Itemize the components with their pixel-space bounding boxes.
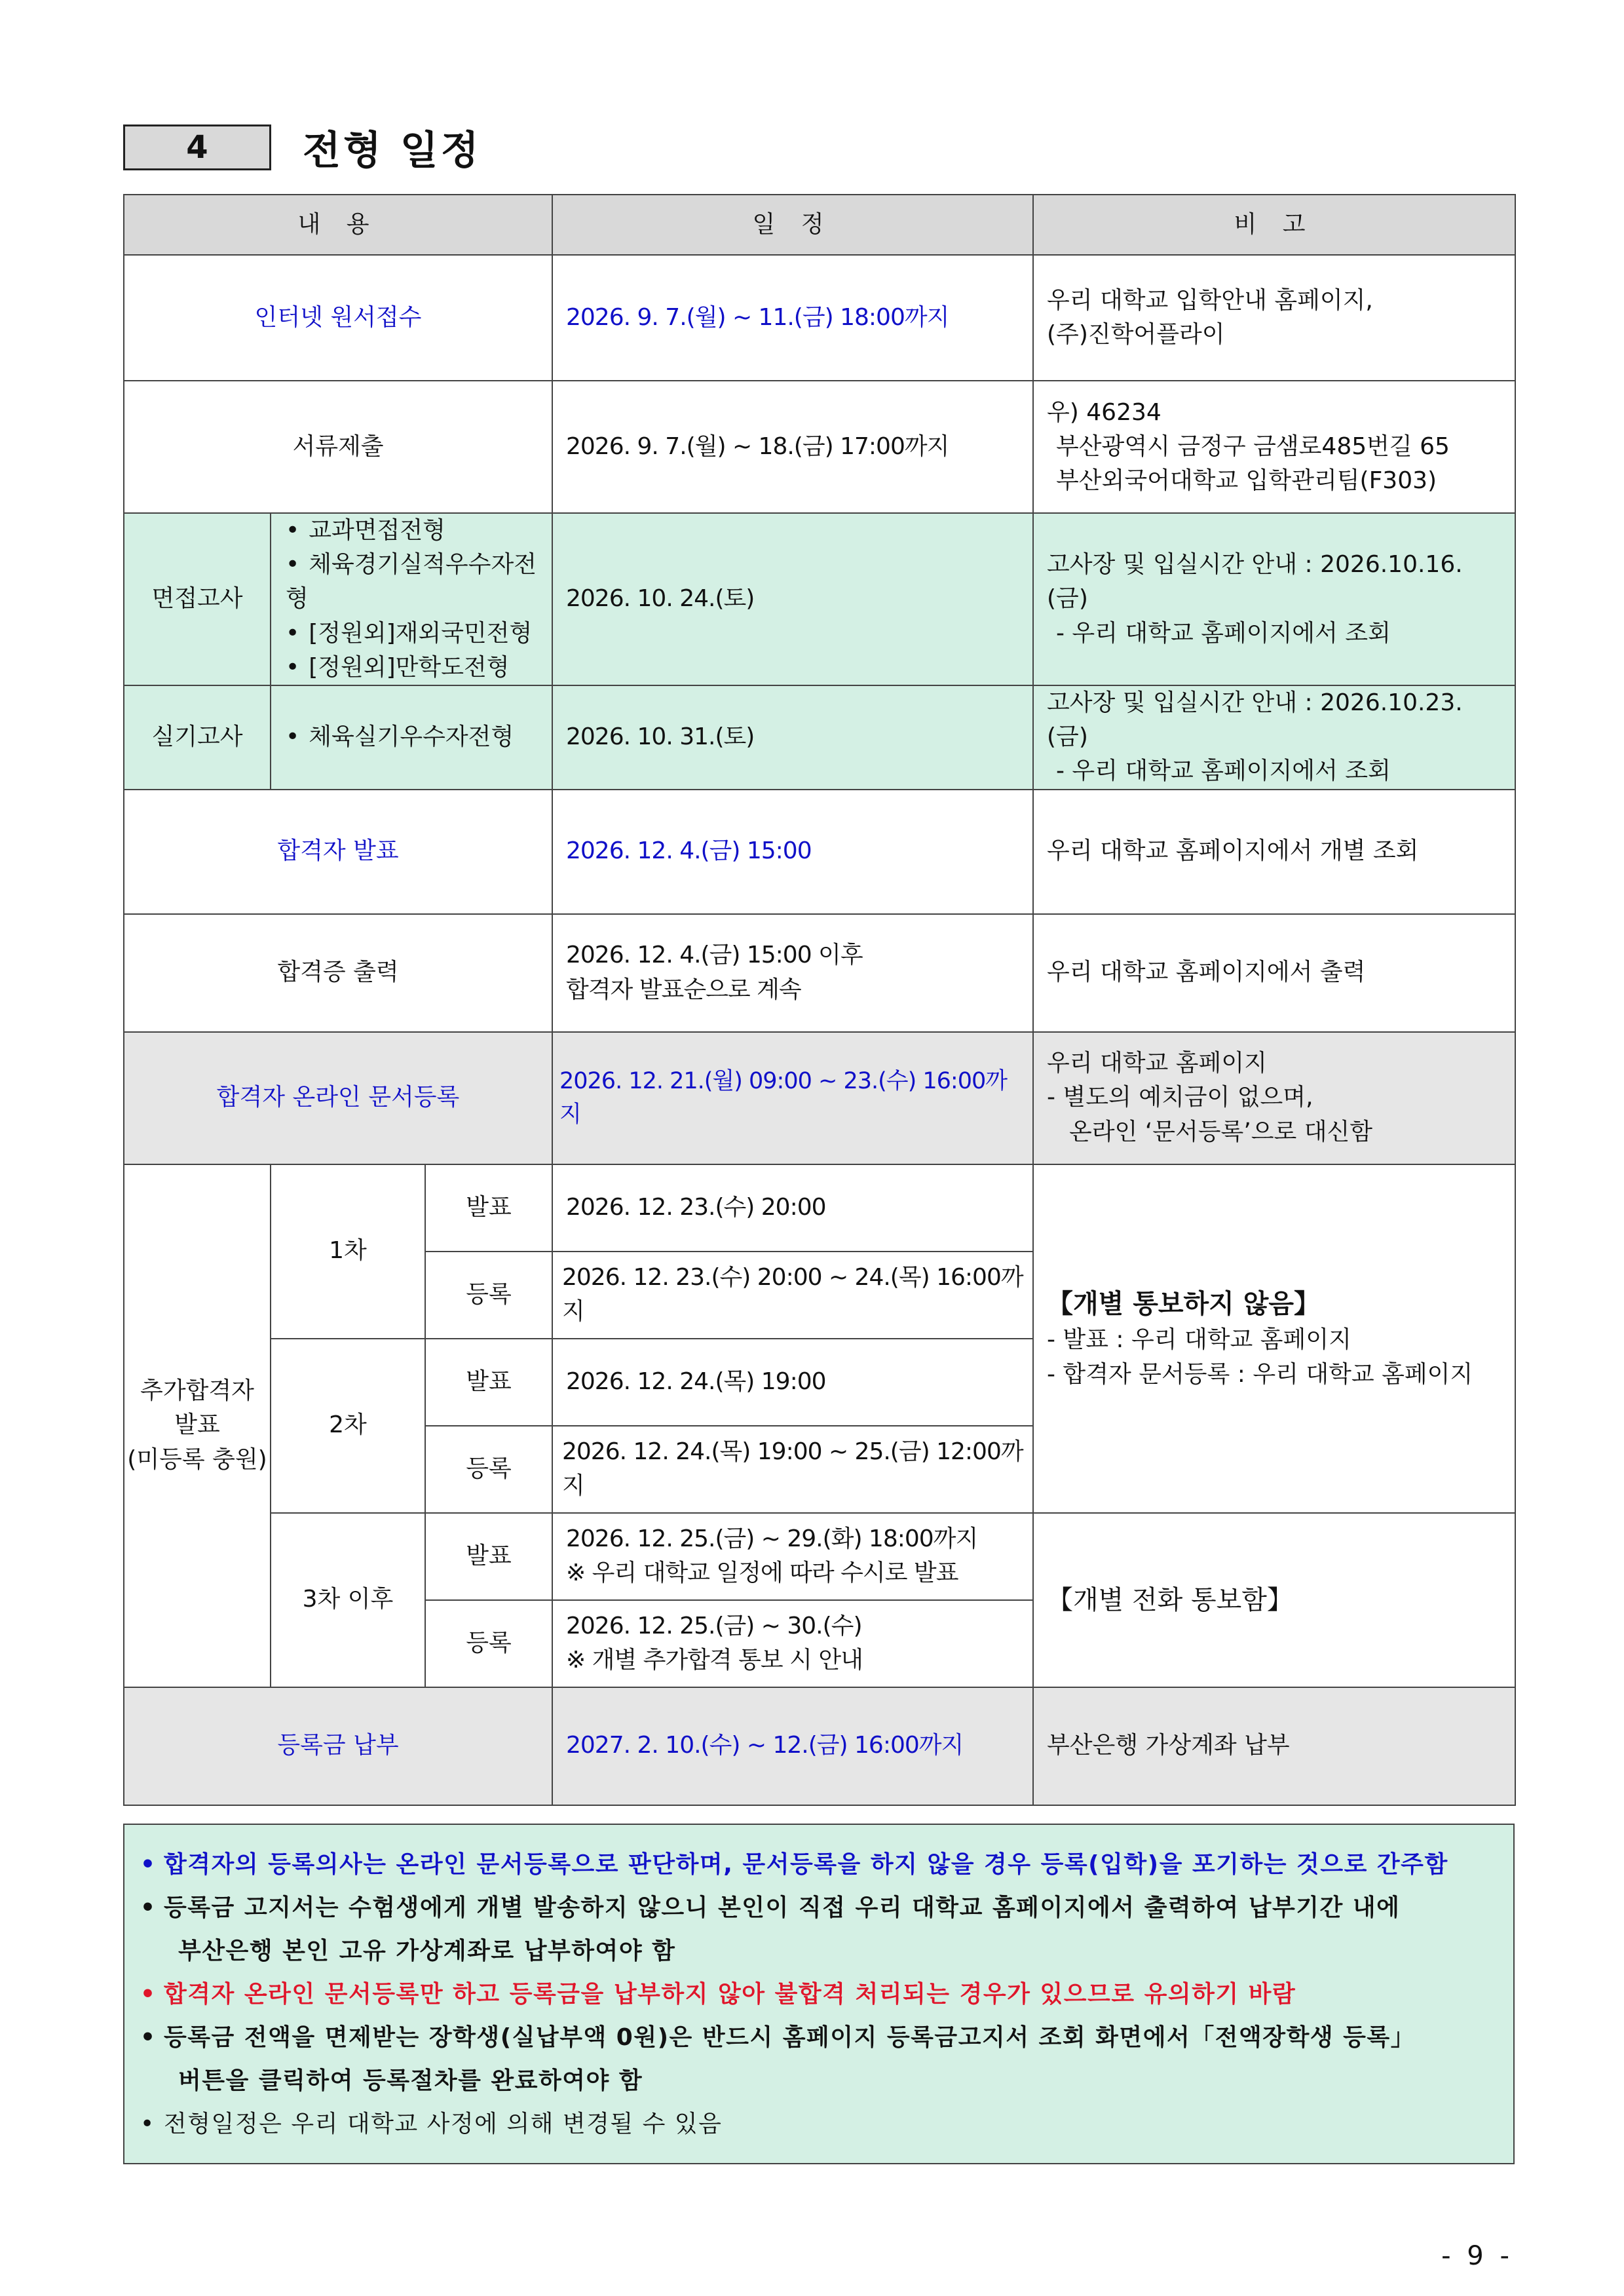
online-reg-label: 합격자 온라인 문서등록 [124, 1032, 552, 1164]
page-number: - 9 - [1441, 2241, 1513, 2271]
round1-announce-date: 2026. 12. 23.(수) 20:00 [552, 1164, 1033, 1252]
round1-register-label: 등록 [425, 1252, 552, 1339]
round3-announce-date [552, 1513, 1033, 1600]
note-3: • 합격자 온라인 문서등록만 하고 등록금을 납부하지 않아 불합격 처리되는 경우가 있으므로 유의하기 바람 [140, 1973, 1498, 2016]
interview-remark-1: 고사장 및 입실시간 안내 : 2026.10.16.(금) [1047, 551, 1463, 613]
documents-remark-1: 우) 46234 [1047, 398, 1161, 426]
announce-remark: 우리 대학교 홈페이지에서 개별 조회 [1033, 790, 1515, 914]
online-reg-remark [1033, 1032, 1515, 1164]
table-row-certificate [124, 914, 1515, 1032]
online-reg-remark-3: 온라인 ‘문서등록’으로 대신함 [1069, 1118, 1373, 1145]
interview-date: 2026. 10. 24.(토) [552, 513, 1033, 685]
certificate-date [552, 914, 1033, 1032]
round3-announce-date-1: 2026. 12. 25.(금) ~ 29.(화) 18:00까지 [566, 1525, 978, 1552]
section-title: 전형 일정 [303, 128, 482, 174]
note-5: • 전형일정은 우리 대학교 사정에 의해 변경될 수 있음 [140, 2103, 1498, 2146]
table-row-announce [124, 790, 1515, 914]
additional-label [124, 1164, 271, 1687]
table-row-practical [124, 685, 1515, 790]
interview-label: 면접고사 [124, 513, 271, 685]
note-4b: 버튼을 클릭하여 등록절차를 완료하여야 함 [178, 2067, 643, 2094]
round3-announce-date-2: ※ 우리 대학교 일정에 따라 수시로 발표 [566, 1559, 958, 1586]
online-reg-remark-1: 우리 대학교 홈페이지 [1047, 1050, 1267, 1077]
online-reg-remark-2: - 별도의 예치금이 없으며, [1047, 1084, 1313, 1111]
header-content: 내 용 [124, 195, 552, 255]
additional-label-2: 발표 [174, 1411, 220, 1439]
practical-date: 2026. 10. 31.(토) [552, 685, 1033, 790]
note-2a: • 등록금 고지서는 수험생에게 개별 발송하지 않으니 본인이 직접 우리 대학교 홈페이지에서 출력하여 납부기간 내에 [140, 1886, 1498, 1930]
certificate-label: 합격증 출력 [124, 914, 552, 1032]
round3-register-label: 등록 [425, 1600, 552, 1687]
additional-remark-a-1: - 발표 : 우리 대학교 홈페이지 [1047, 1326, 1351, 1354]
interview-item: • [정원외]재외국민전형 [286, 617, 552, 651]
internet-remark [1033, 255, 1515, 381]
interview-remark-2: - 우리 대학교 홈페이지에서 조회 [1056, 619, 1391, 647]
internet-label: 인터넷 원서접수 [124, 255, 552, 381]
practical-items [271, 685, 552, 790]
schedule-table [123, 194, 1516, 1806]
table-row-online-reg [124, 1032, 1515, 1164]
round2-announce-date: 2026. 12. 24.(목) 19:00 [552, 1339, 1033, 1426]
announce-date: 2026. 12. 4.(금) 15:00 [552, 790, 1033, 914]
table-row-tuition [124, 1687, 1515, 1805]
additional-remark-b: 【개별 전화 통보함】 [1033, 1513, 1515, 1687]
documents-date: 2026. 9. 7.(월) ~ 18.(금) 17:00까지 [552, 381, 1033, 513]
table-header-row [124, 195, 1515, 255]
interview-item: • 체육경기실적우수자전형 [286, 548, 552, 616]
round2-register-label: 등록 [425, 1426, 552, 1513]
practical-item: • 체육실기우수자전형 [286, 720, 552, 754]
round2-label: 2차 [271, 1339, 425, 1513]
practical-remark-1: 고사장 및 입실시간 안내 : 2026.10.23.(금) [1047, 689, 1463, 751]
tuition-remark: 부산은행 가상계좌 납부 [1033, 1687, 1515, 1805]
header-remarks: 비 고 [1033, 195, 1515, 255]
note-1: • 합격자의 등록의사는 온라인 문서등록으로 판단하며, 문서등록을 하지 않을 경우 등록(입학)을 포기하는 것으로 간주함 [140, 1843, 1498, 1886]
certificate-date-1: 2026. 12. 4.(금) 15:00 이후 [566, 942, 863, 969]
practical-remark [1033, 685, 1515, 790]
round3-announce-label: 발표 [425, 1513, 552, 1600]
round1-label: 1차 [271, 1164, 425, 1339]
practical-label: 실기고사 [124, 685, 271, 790]
table-row-documents [124, 381, 1515, 513]
interview-item: • 교과면접전형 [286, 514, 552, 548]
additional-remark-a-2: - 합격자 문서등록 : 우리 대학교 홈페이지 [1047, 1360, 1473, 1388]
round3-label: 3차 이후 [271, 1513, 425, 1687]
additional-label-3: (미등록 충원) [127, 1445, 267, 1473]
certificate-remark: 우리 대학교 홈페이지에서 출력 [1033, 914, 1515, 1032]
round1-announce-label: 발표 [425, 1164, 552, 1252]
note-2b: 부산은행 본인 고유 가상계좌로 납부하여야 함 [178, 1938, 676, 1964]
internet-remark-1: 우리 대학교 입학안내 홈페이지, [1047, 286, 1373, 314]
documents-label: 서류제출 [124, 381, 552, 513]
internet-remark-2: (주)진학어플라이 [1047, 321, 1225, 348]
round1-register-date: 2026. 12. 23.(수) 20:00 ~ 24.(목) 16:00까지 [552, 1252, 1033, 1339]
table-row-additional-r1-announce [124, 1164, 1515, 1252]
interview-remark [1033, 513, 1515, 685]
tuition-label: 등록금 납부 [124, 1687, 552, 1805]
documents-remark [1033, 381, 1515, 513]
documents-remark-2: 부산광역시 금정구 금샘로485번길 65 [1056, 432, 1450, 460]
additional-remark-a-title: 【개별 통보하지 않음】 [1047, 1289, 1320, 1320]
table-row-additional-r3-announce [124, 1513, 1515, 1600]
notes-box [123, 1824, 1515, 2164]
table-row-internet [124, 255, 1515, 381]
header-schedule: 일 정 [552, 195, 1033, 255]
internet-date: 2026. 9. 7.(월) ~ 11.(금) 18:00까지 [552, 255, 1033, 381]
round2-announce-label: 발표 [425, 1339, 552, 1426]
announce-label: 합격자 발표 [124, 790, 552, 914]
interview-item: • [정원외]만학도전형 [286, 651, 552, 685]
section-number: 4 [123, 124, 271, 170]
documents-remark-3: 부산외국어대학교 입학관리팀(F303) [1056, 467, 1437, 495]
round2-register-date: 2026. 12. 24.(목) 19:00 ~ 25.(금) 12:00까지 [552, 1426, 1033, 1513]
table-row-interview [124, 513, 1515, 685]
interview-items [271, 513, 552, 685]
note-4a: • 등록금 전액을 면제받는 장학생(실납부액 0원)은 반드시 홈페이지 등록금고지서 조회 화면에서「전액장학생 등록」 [140, 2016, 1498, 2059]
additional-remark-a [1033, 1164, 1515, 1513]
tuition-date: 2027. 2. 10.(수) ~ 12.(금) 16:00까지 [552, 1687, 1033, 1805]
practical-remark-2: - 우리 대학교 홈페이지에서 조회 [1056, 757, 1391, 785]
round3-register-date [552, 1600, 1033, 1687]
additional-label-1: 추가합격자 [140, 1377, 254, 1405]
online-reg-date: 2026. 12. 21.(월) 09:00 ~ 23.(수) 16:00까지 [552, 1032, 1033, 1164]
round3-register-date-2: ※ 개별 추가합격 통보 시 안내 [566, 1647, 863, 1674]
round3-register-date-1: 2026. 12. 25.(금) ~ 30.(수) [566, 1612, 862, 1639]
certificate-date-2: 합격자 발표순으로 계속 [566, 976, 801, 1003]
